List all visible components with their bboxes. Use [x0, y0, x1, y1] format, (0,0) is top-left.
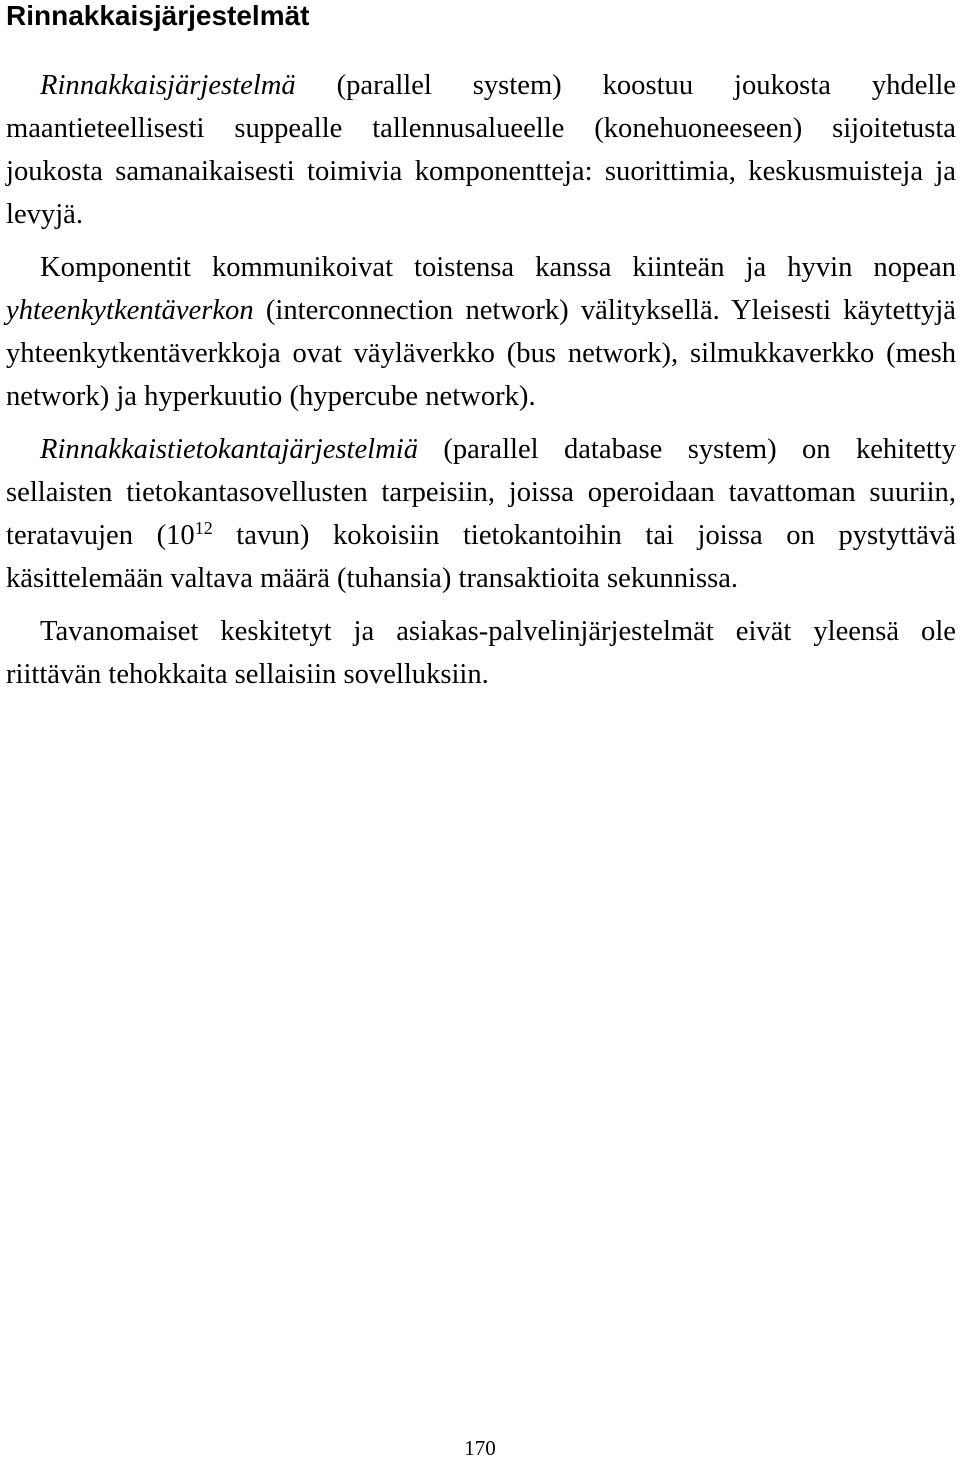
page-number: 170: [464, 1436, 496, 1460]
paragraph-text: (parallel system) koostuu joukosta yhdelle maantieteellisesti suppealle tallennusalueelle (konehuoneeseen) sijoitetusta joukosta samanaikaisesti toimivia komponentteja: suorittimia, keskusmuisteja ja levyjä.: [6, 70, 956, 230]
paragraph-text: tavun) kokoisiin tietokantoihin tai joissa on pystyttävä käsittelemään valtava määrä (tuhansia) transaktioita sekunnissa.: [6, 520, 956, 594]
section-title: Rinnakkaisjärjestelmät: [6, 0, 310, 31]
paragraph-text: Tavanomaiset keskitetyt ja asiakas-palvelinjärjestelmät eivät yleensä ole riittävän tehokkaita sellaisiin sovelluksiin.: [6, 616, 956, 690]
paragraph-text: (interconnection network) välityksellä. Yleisesti käytettyjä yhteenkytkentäverkkoja ovat väyläverkko (bus network), silmukkaverkko (mesh network) ja hyperkuutio (hypercube network).: [6, 295, 956, 412]
paragraph-text: (parallel database system) on kehitetty sellaisten tietokantasovellusten tarpeisiin, joissa operoidaan tavattoman suuriin, teratavujen (10: [6, 434, 956, 551]
exponent: 12: [194, 518, 213, 539]
document-body: [6, 64, 956, 706]
paragraph-parallel-database: [6, 428, 956, 600]
paragraph-conventional-systems: [6, 610, 956, 696]
term-rinnakkaistietokantajarjestelma: Rinnakkaistietokantajärjestelmiä: [40, 434, 419, 465]
paragraph-interconnection-network: [6, 246, 956, 418]
paragraph-parallel-system: [6, 64, 956, 236]
term-rinnakkaisjarjestelma: Rinnakkaisjärjestelmä: [40, 70, 296, 101]
term-yhteenkytkentaverkko: yhteenkytkentäverkon: [6, 295, 254, 326]
paragraph-text: Komponentit kommunikoivat toistensa kanssa kiinteän ja hyvin nopean: [40, 252, 956, 283]
